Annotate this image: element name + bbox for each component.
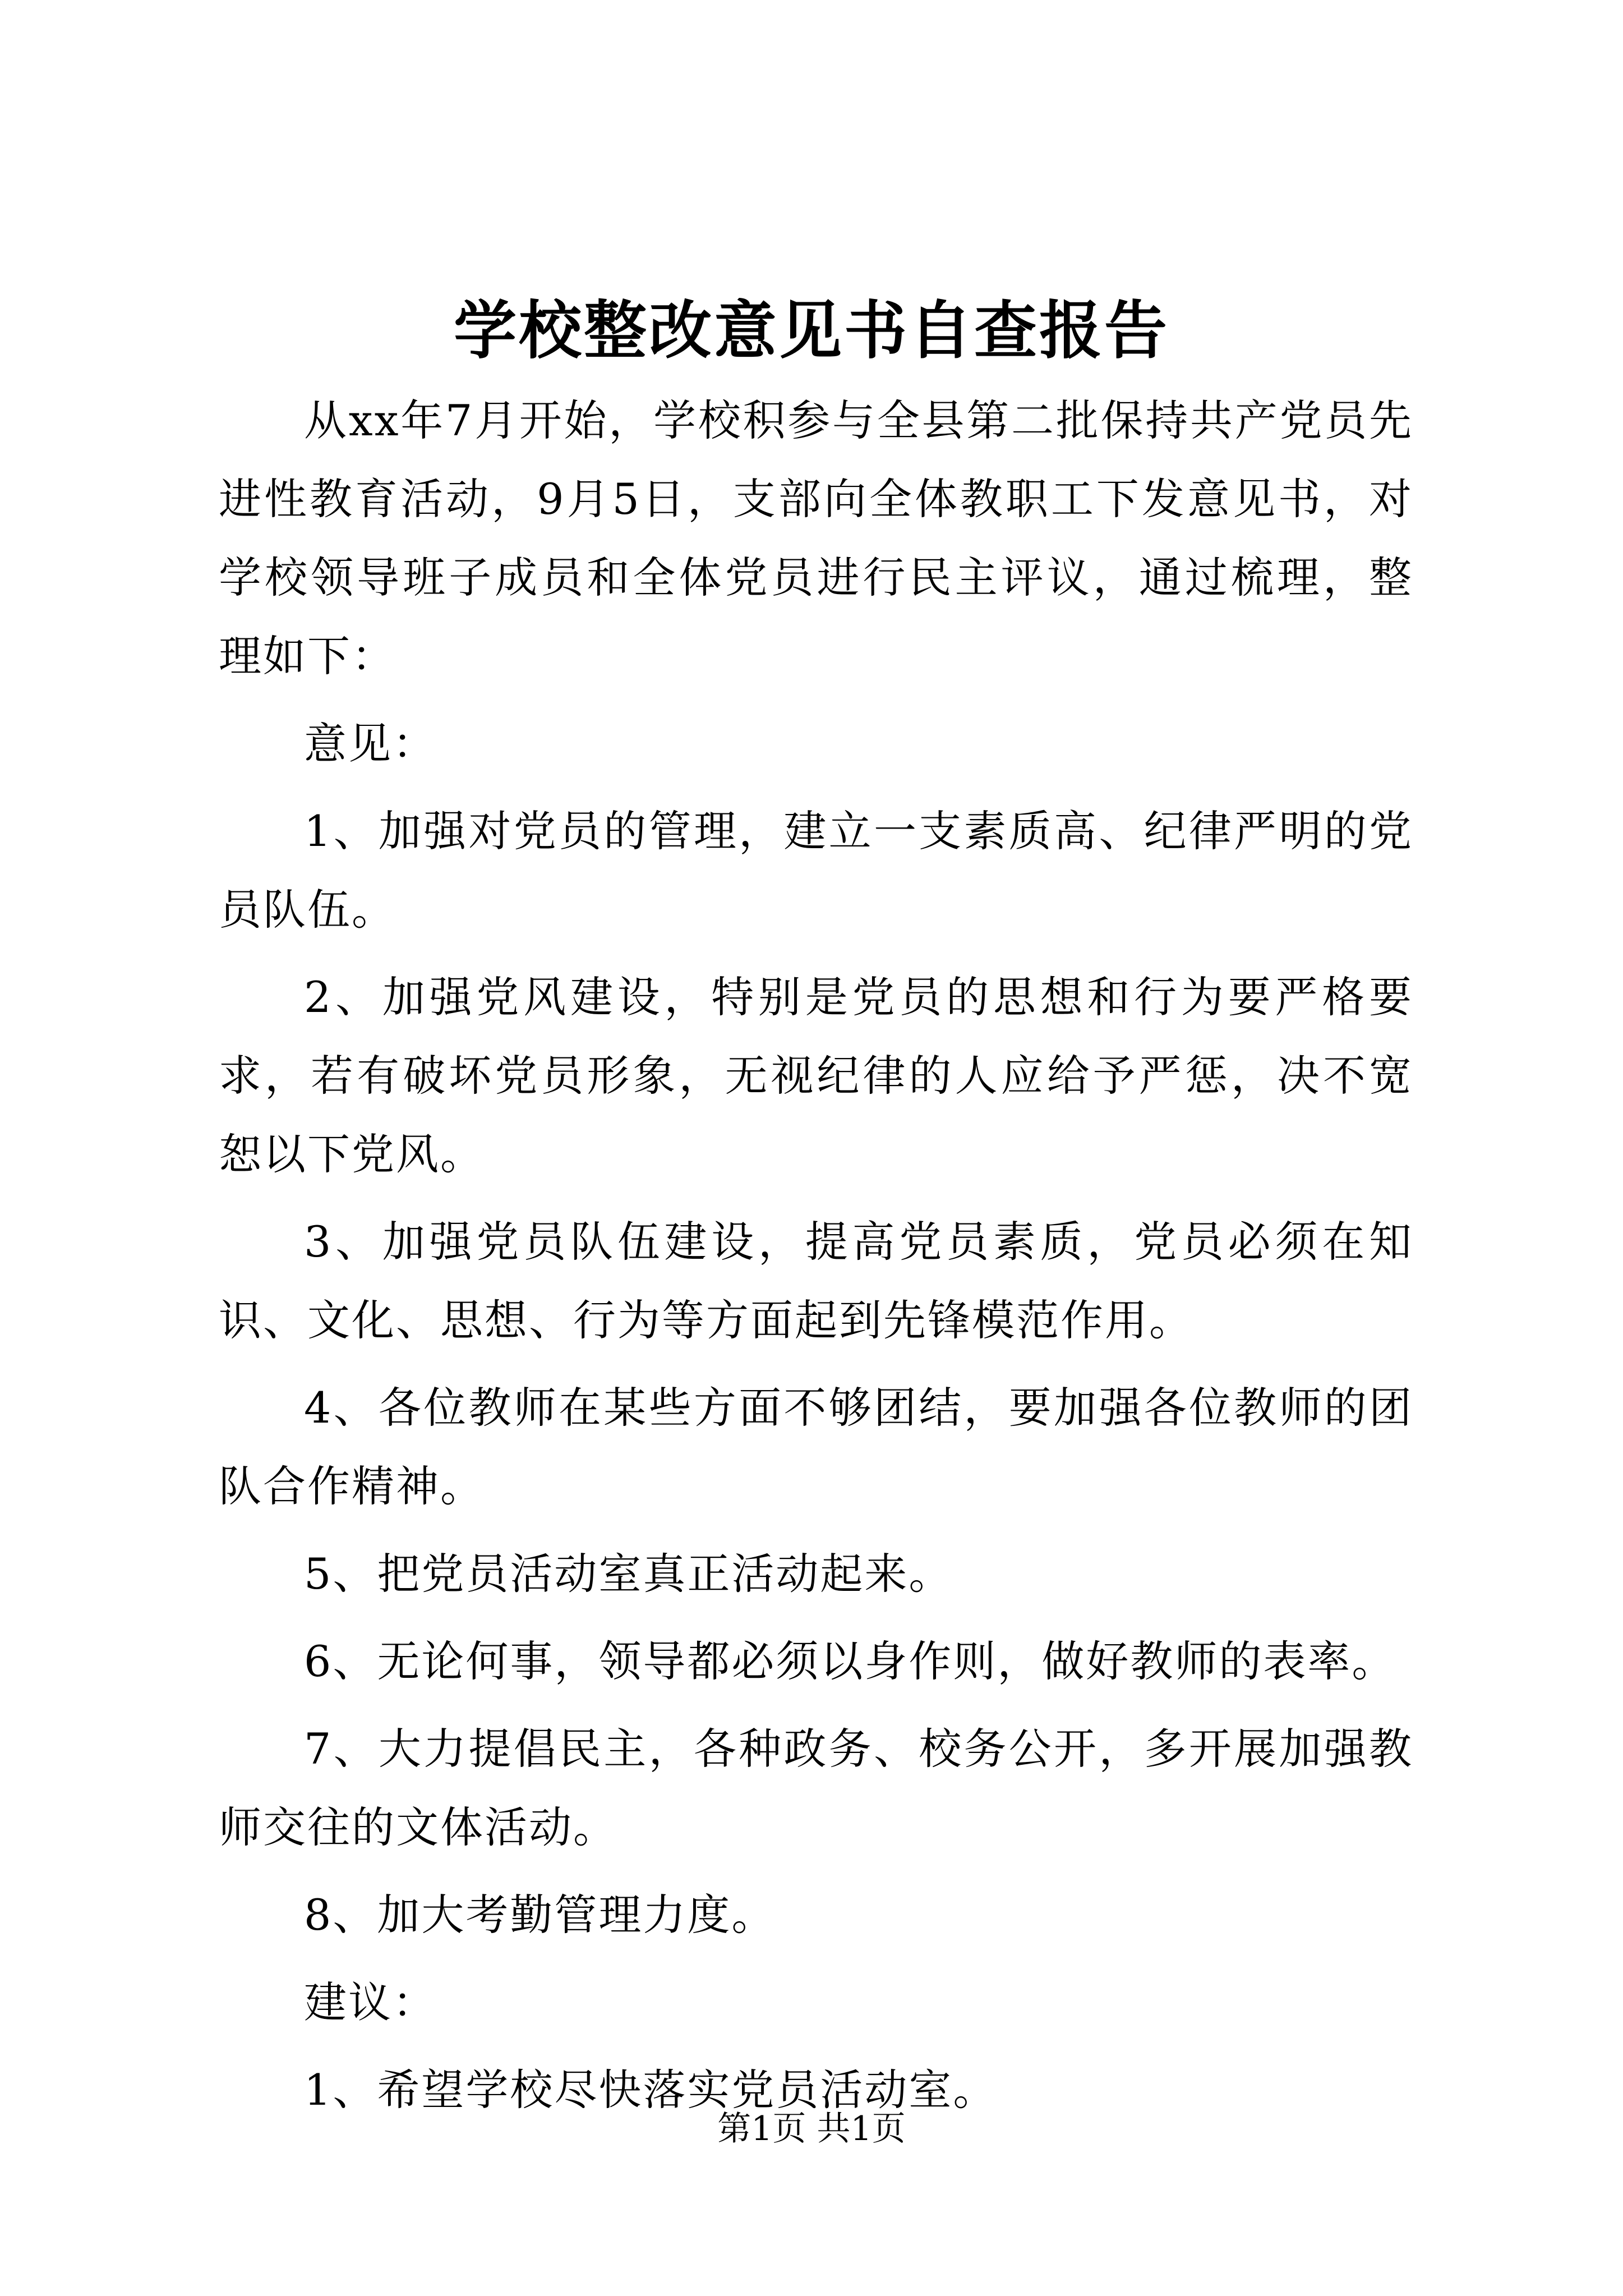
opinion-item-1: 1、加强对党员的管理，建立一支素质高、纪律严明的党员队伍。 — [219, 806, 1413, 935]
opinion-item-3: 3、加强党员队伍建设，提高党员素质，党员必须在知识、文化、思想、行为等方面起到先锋模范作用。 — [219, 1217, 1413, 1345]
document-body — [219, 381, 1413, 2129]
document-title: 学校整改意见书自查报告 — [454, 294, 1169, 367]
opinion-item-5: 5、把党员活动室真正活动起来。 — [304, 1549, 953, 1599]
opinion-item-2: 2、加强党风建设，特别是党员的思想和行为要严格要求，若有破坏党员形象，无视纪律的人应给予严惩，决不宽恕以下党风。 — [219, 972, 1413, 1179]
opinion-item-7: 7、大力提倡民主，各种政务、校务公开，多开展加强教师交往的文体活动。 — [219, 1724, 1413, 1852]
heading-opinions: 意见： — [304, 719, 437, 769]
heading-suggestions: 建议： — [304, 1977, 437, 2027]
suggestion-item-1: 1、希望学校尽快落实党员活动室。 — [304, 2065, 998, 2115]
opinion-item-4: 4、各位教师在某些方面不够团结，要加强各位教师的团队合作精神。 — [219, 1383, 1413, 1511]
opinion-item-6: 6、无论何事，领导都必须以身作则，做好教师的表率。 — [304, 1636, 1396, 1686]
paragraph-intro: 从xx年7月开始，学校积参与全县第二批保持共产党员先进性教育活动，9月5日，支部向全体教职工下发意见书，对学校领导班子成员和全体党员进行民主评议，通过梳理，整理如下： — [219, 395, 1413, 681]
opinion-item-8: 8、加大考勤管理力度。 — [304, 1890, 776, 1940]
page-footer: 第1页 共1页 — [717, 2109, 906, 2148]
